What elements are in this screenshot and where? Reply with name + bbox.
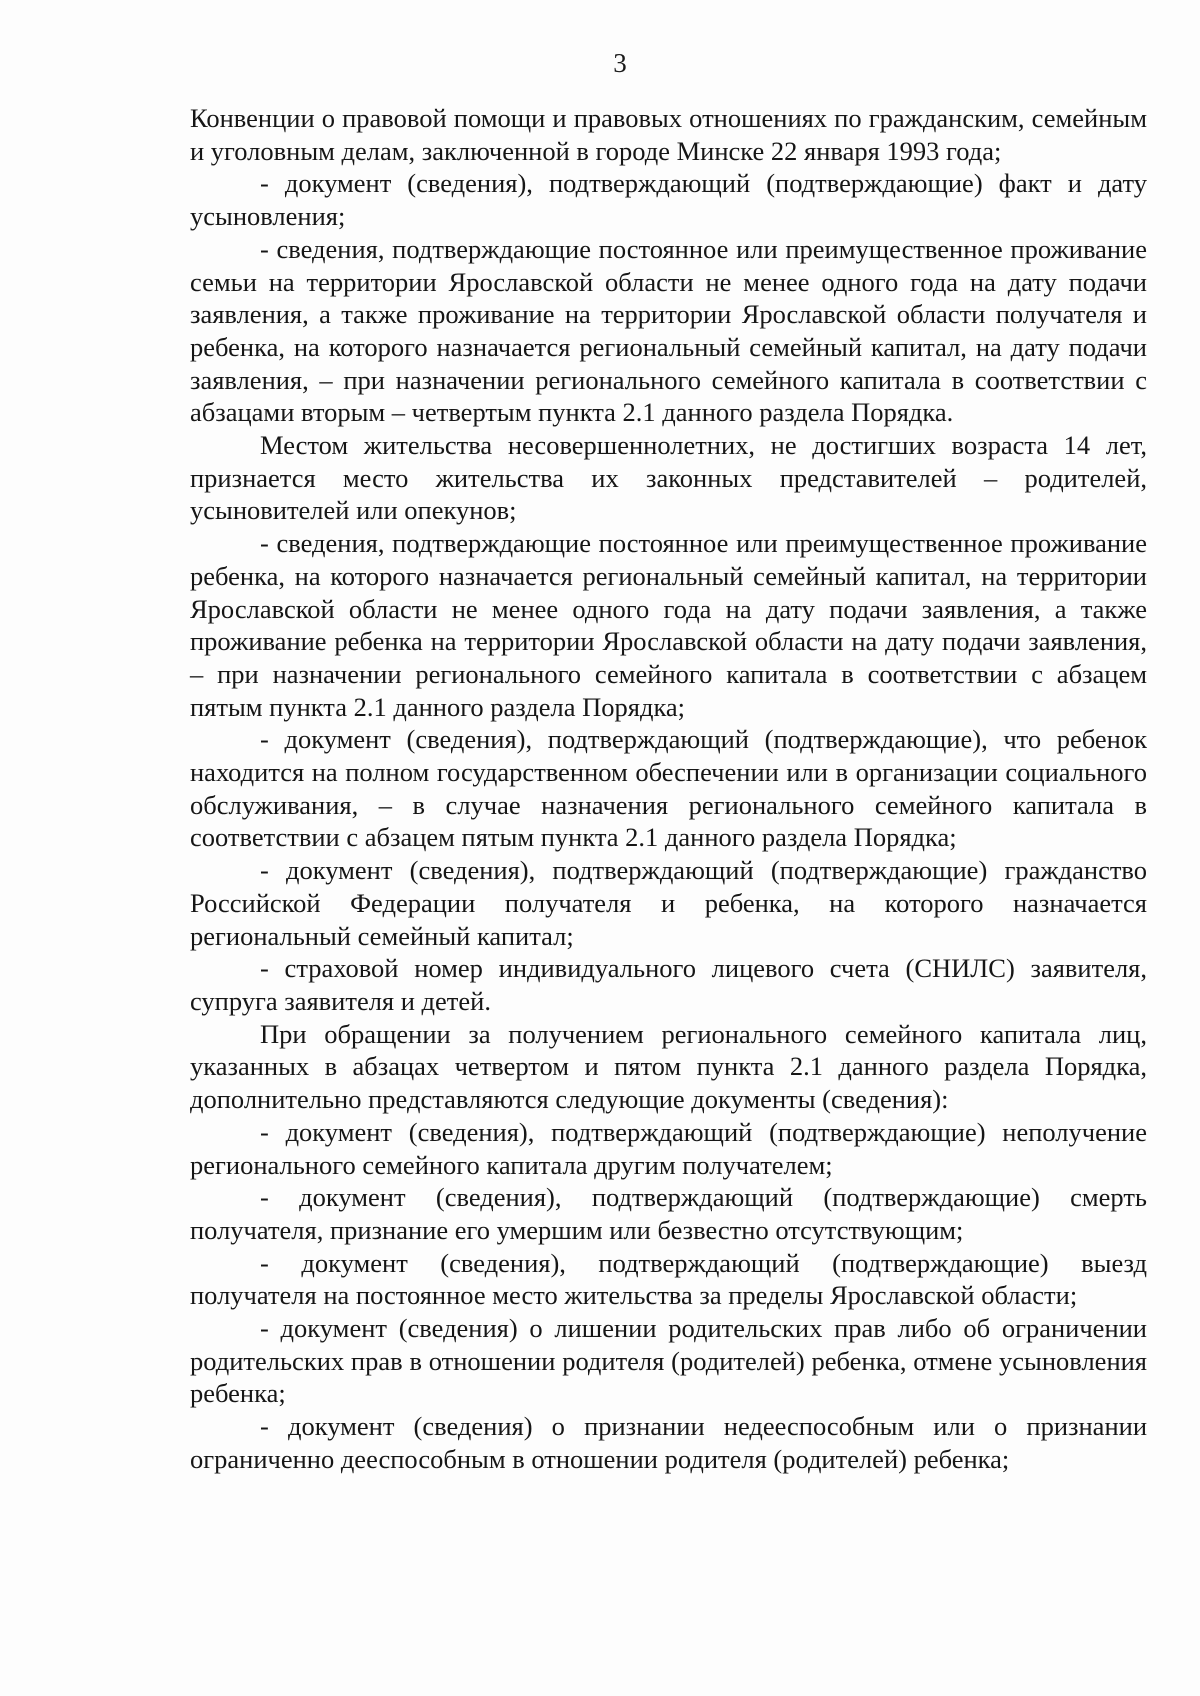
paragraph-minors-residence: Местом жительства несовершеннолетних, не достигших возраста 14 лет, признается место жительства их законных представителей – родителей, усыновителей или опекунов; (190, 430, 1147, 526)
paragraph-convention: Конвенции о правовой помощи и правовых отношениях по гражданским, семейным и уголовным делам, заключенной в городе Минске 22 января 1993 года; (190, 103, 1147, 166)
document-body (190, 102, 1147, 1476)
paragraph-incapacity: - документ (сведения) о признании недееспособным или о признании ограниченно дееспособным в отношении родителя (родителей) ребенка; (190, 1411, 1147, 1474)
paragraph-adoption-document: - документ (сведения), подтверждающий (подтверждающие) факт и дату усыновления; (190, 168, 1147, 232)
paragraph-snils: - страховой номер индивидуального лицевого счета (СНИЛС) заявителя, супруга заявителя и детей. (190, 953, 1147, 1016)
paragraph-family-residence: - сведения, подтверждающие постоянное или преимущественное проживание семьи на территории Ярославской области не менее одного года на дату подачи заявления, а также проживание на территории Ярославской области получателя и ребенка, на которого назначается региональный семейный капитал, на дату подачи заявления, – при назначении регионального семейного капитала в соответствии с абзацами вторым – четвертым пункта 2.1 данного раздела Порядка. (190, 233, 1147, 428)
paragraph-child-residence: - сведения, подтверждающие постоянное или преимущественное проживание ребенка, на которого назначается региональный семейный капитал, на территории Ярославской области не менее одного года на дату подачи заявления, а также проживание ребенка на территории Ярославской области на дату подачи заявления, – при назначении регионального семейного капитала в соответствии с абзацем пятым пункта 2.1 данного раздела Порядка; (190, 528, 1147, 722)
paragraph-departure: - документ (сведения), подтверждающий (подтверждающие) выезд получателя на постоянное место жительства за пределы Ярославской области; (190, 1247, 1147, 1311)
paragraph-death: - документ (сведения), подтверждающий (подтверждающие) смерть получателя, признание его умершим или безвестно отсутствующим; (190, 1182, 1147, 1245)
paragraph-citizenship: - документ (сведения), подтверждающий (подтверждающие) гражданство Российской Федерации получателя и ребенка, на которого назначается региональный семейный капитал; (190, 855, 1147, 951)
paragraph-non-receipt: - документ (сведения), подтверждающий (подтверждающие) неполучение регионального семейного капитала другим получателем; (190, 1116, 1147, 1180)
paragraph-additional-documents: При обращении за получением регионального семейного капитала лиц, указанных в абзацах четвертом и пятом пункта 2.1 данного раздела Порядка, дополнительно представляются следующие документы (сведения): (190, 1018, 1147, 1115)
paragraph-parental-rights: - документ (сведения) о лишении родительских прав либо об ограничении родительских прав в отношении родителя (родителей) ребенка, отмене усыновления ребенка; (190, 1313, 1147, 1409)
paragraph-state-support: - документ (сведения), подтверждающий (подтверждающие), что ребенок находится на полном государственном обеспечении или в организации социального обслуживания, – в случае назначения регионального семейного капитала в соответствии с абзацем пятым пункта 2.1 данного раздела Порядка; (190, 724, 1147, 853)
page-number: 3 (613, 48, 627, 78)
